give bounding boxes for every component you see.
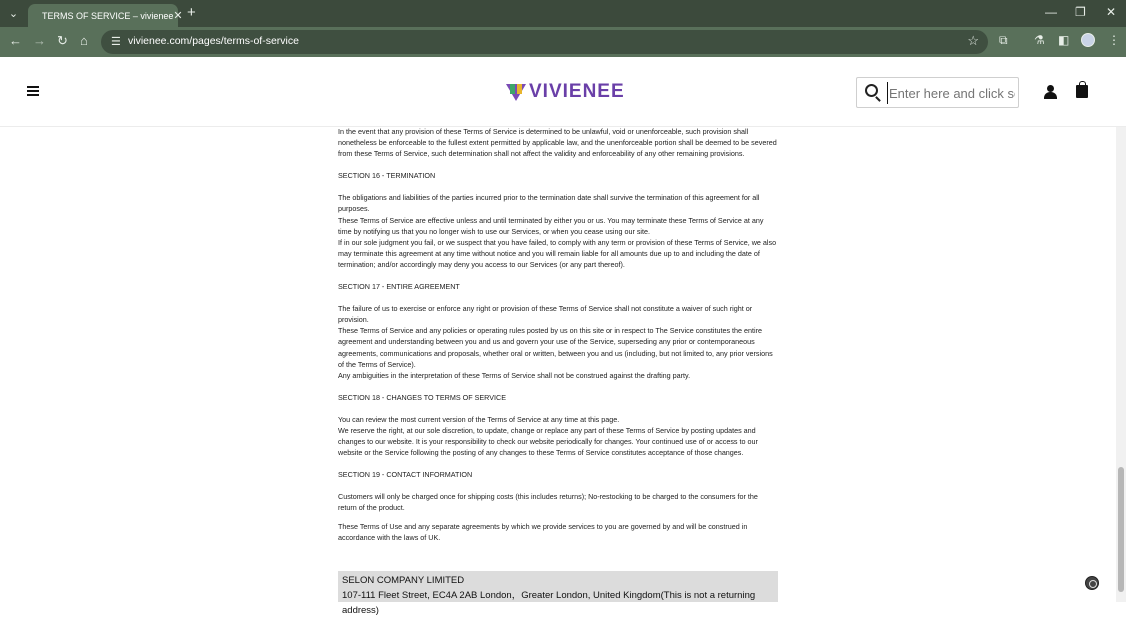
extensions-icon[interactable]: ⧉ [999,33,1008,47]
terms-paragraph: These Terms of Service are effective unless and until terminated by either you or us. You may terminate these Terms of Service at any time by notifying us that you no longer wish to use our Services, or when you cease using our site. [338,215,764,236]
terms-paragraph: You can review the most current version of the Terms of Service at any time at this page. [338,414,620,424]
home-icon[interactable]: ⌂ [80,33,88,48]
bookmark-star-icon[interactable]: ☆ [967,33,979,48]
section-heading: SECTION 19 - CONTACT INFORMATION [338,470,473,480]
tab-close-icon[interactable]: ✕ [173,10,183,22]
browser-menu-icon[interactable]: ⋮ [1108,33,1120,47]
terms-paragraph: These Terms of Use and any separate agreements by which we provide services to you are governed by and will be construed in accordance with the laws of UK. [338,521,748,542]
terms-paragraph: Customers will only be charged once for shipping costs (this includes returns); No-restocking to be charged to the consumers for the return of the product. [338,492,758,513]
logo-text: VIVIENEE [529,81,625,102]
terms-paragraph: The failure of us to exercise or enforce any right or provision of these Terms of Service shall not constitute a waiver of such right or provision. [338,304,753,325]
severability-paragraph: In the event that any provision of these Terms of Service is determined to be unlawful, void or unenforceable, such provision shall nonetheless be enforceable to the fullest extent permitted by applicable law, and the unenforceable portion shall be deemed to be severed from these Terms of Service, such determination shall not affect the validity and enforceability of any other remaining provisions. [338,127,777,159]
account-icon[interactable] [1044,85,1057,99]
terms-paragraph: The obligations and liabilities of the parties incurred prior to the termination date shall survive the termination of this agreement for all purposes. [338,193,760,214]
scrollbar-thumb[interactable] [1118,467,1124,592]
browser-toolbar [0,27,1126,57]
section-heading: SECTION 16 - TERMINATION [338,171,436,181]
minimize-button[interactable]: — [1045,5,1057,19]
address-bar[interactable] [101,30,988,54]
cart-icon[interactable] [1076,85,1088,98]
hamburger-menu-icon[interactable] [27,86,39,96]
restore-button[interactable]: ❐ [1075,5,1086,19]
page-scrollbar[interactable] [1116,127,1126,602]
search-icon[interactable] [865,84,878,97]
new-tab-button[interactable]: + [187,4,196,21]
company-address-block [338,571,778,616]
browser-tab[interactable] [28,4,183,27]
tab-search-button[interactable]: ⌄ [8,8,19,20]
terms-paragraph: These Terms of Service and any policies or operating rules posted by us on this site or in respect to The Service constitutes the entire agreement and understanding between you and us and govern your use of the Service, superseding any prior or contemporaneous agreements, communications and proposals, whether oral or written, between you and us (including, but not limited to, any prior versions of the Terms of Service). [338,326,773,369]
section-heading: SECTION 17 - ENTIRE AGREEMENT [338,282,460,292]
tab-title: TERMS OF SERVICE – vivienee [42,10,174,21]
window-close-button[interactable]: ✕ [1106,5,1117,19]
company-name: SELON COMPANY LIMITED [342,575,465,586]
search-box [856,77,1019,108]
profile-avatar[interactable] [1081,33,1095,47]
site-info-icon[interactable]: ☰ [111,36,121,48]
side-panel-icon[interactable]: ◧ [1058,33,1070,47]
site-header [0,57,1126,127]
terms-content [338,126,778,543]
section-heading: SECTION 18 - CHANGES TO TERMS OF SERVICE [338,392,507,402]
logo-mark-icon [506,84,526,101]
terms-paragraph: If in our sole judgment you fail, or we suspect that you have failed, to comply with any term or provision of these Terms of Service, we also may terminate this agreement at any time without notice and you will remain liable for all amounts due up to and including the date of termination; and/or accordingly may deny you access to our Services (or any part thereof). [338,237,777,269]
site-logo[interactable] [506,81,625,103]
search-input[interactable] [887,82,1015,104]
terms-paragraph: Any ambiguities in the interpretation of these Terms of Service shall not be construed against the drafting party. [338,370,691,380]
reload-icon[interactable]: ↻ [57,33,68,48]
extension-puzzle-icon[interactable]: ⚗ [1034,33,1045,47]
back-icon[interactable]: ← [9,33,22,48]
url-text: vivienee.com/pages/terms-of-service [128,35,299,47]
company-address: 107-111 Fleet Street, EC4A 2AB London，Greater London, United Kingdom(This is not a returning address) [342,590,756,616]
terms-paragraph: We reserve the right, at our sole discretion, to update, change or replace any part of these Terms of Service by posting updates and changes to our website. It is your responsibility to check our website periodically for changes. Your continued use of or access to our website or the Service following the posting of any changes to these Terms of Service constitutes acceptance of those changes. [338,425,758,458]
forward-icon[interactable]: → [33,33,46,48]
floating-widget-button[interactable] [1085,576,1099,590]
